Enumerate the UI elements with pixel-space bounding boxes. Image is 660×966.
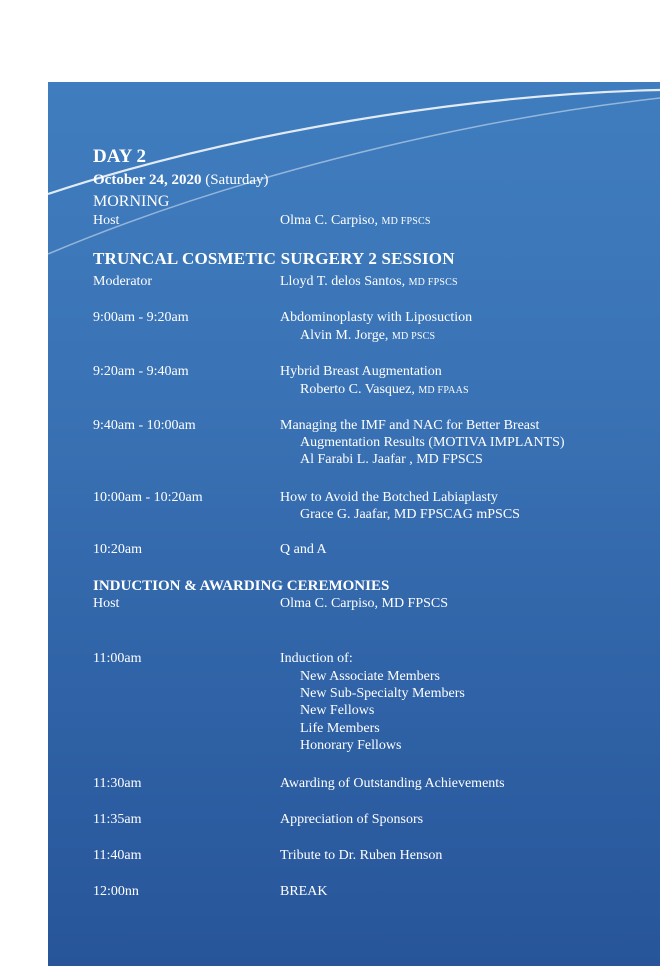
talk-time: 10:20am — [93, 542, 142, 557]
program-panel — [48, 82, 660, 966]
talk-title: Q and A — [280, 542, 327, 557]
speaker-name: Roberto C. Vasquez, — [300, 382, 415, 397]
talk-speaker — [300, 382, 469, 398]
weekday: (Saturday) — [205, 172, 269, 188]
induction-item: New Sub-Specialty Members — [300, 686, 465, 701]
date-line — [93, 172, 269, 189]
item-time: 11:35am — [93, 812, 142, 827]
date: October 24, 2020 — [93, 172, 202, 188]
ceremonies-host-label: Host — [93, 596, 120, 611]
session-title: TRUNCAL COSMETIC SURGERY 2 SESSION — [93, 249, 455, 268]
host-label: Host — [93, 213, 120, 228]
talk-time: 9:40am - 10:00am — [93, 418, 196, 433]
host-name: Olma C. Carpiso, — [280, 213, 378, 228]
talk-speaker — [300, 328, 435, 344]
item-title: BREAK — [280, 884, 328, 899]
induction-item: Life Members — [300, 721, 380, 736]
item-title: Tribute to Dr. Ruben Henson — [280, 848, 443, 863]
speaker-credentials: MD FPAAS — [418, 385, 469, 396]
speaker-credentials: MD PSCS — [391, 331, 436, 342]
period-label: MORNING — [93, 193, 170, 210]
induction-title: Induction of: — [280, 651, 353, 666]
induction-item: Honorary Fellows — [300, 738, 402, 753]
talk-title: Managing the IMF and NAC for Better Breast — [280, 418, 540, 433]
talk-speaker: Al Farabi L. Jaafar , MD FPSCS — [300, 452, 483, 467]
host-value — [280, 213, 431, 229]
speaker-name: Alvin M. Jorge, — [300, 328, 389, 343]
talk-speaker: Grace G. Jaafar, MD FPSCAG mPSCS — [300, 507, 520, 522]
moderator-label: Moderator — [93, 274, 153, 289]
talk-title-continued: Augmentation Results (MOTIVA IMPLANTS) — [300, 435, 565, 450]
talk-time: 9:00am - 9:20am — [93, 310, 189, 325]
induction-time: 11:00am — [93, 651, 142, 666]
item-time: 11:40am — [93, 848, 142, 863]
moderator-credentials: MD FPSCS — [408, 277, 458, 288]
talk-time: 9:20am - 9:40am — [93, 364, 189, 379]
ceremonies-title: INDUCTION & AWARDING CEREMONIES — [93, 578, 390, 594]
talk-title: How to Avoid the Botched Labiaplasty — [280, 490, 498, 505]
item-title: Appreciation of Sponsors — [280, 812, 424, 827]
moderator-name: Lloyd T. delos Santos, — [280, 274, 406, 289]
item-title: Awarding of Outstanding Achievements — [280, 776, 505, 791]
talk-title: Abdominoplasty with Liposuction — [280, 310, 473, 325]
talk-title: Hybrid Breast Augmentation — [280, 364, 442, 379]
induction-item: New Fellows — [300, 703, 375, 718]
moderator-value — [280, 274, 458, 290]
talk-time: 10:00am - 10:20am — [93, 490, 203, 505]
day-heading: DAY 2 — [93, 146, 146, 167]
ceremonies-host-value: Olma C. Carpiso, MD FPSCS — [280, 596, 449, 611]
induction-item: New Associate Members — [300, 669, 440, 684]
item-time: 11:30am — [93, 776, 142, 791]
host-credentials: MD FPSCS — [381, 216, 431, 227]
item-time: 12:00nn — [93, 884, 139, 899]
